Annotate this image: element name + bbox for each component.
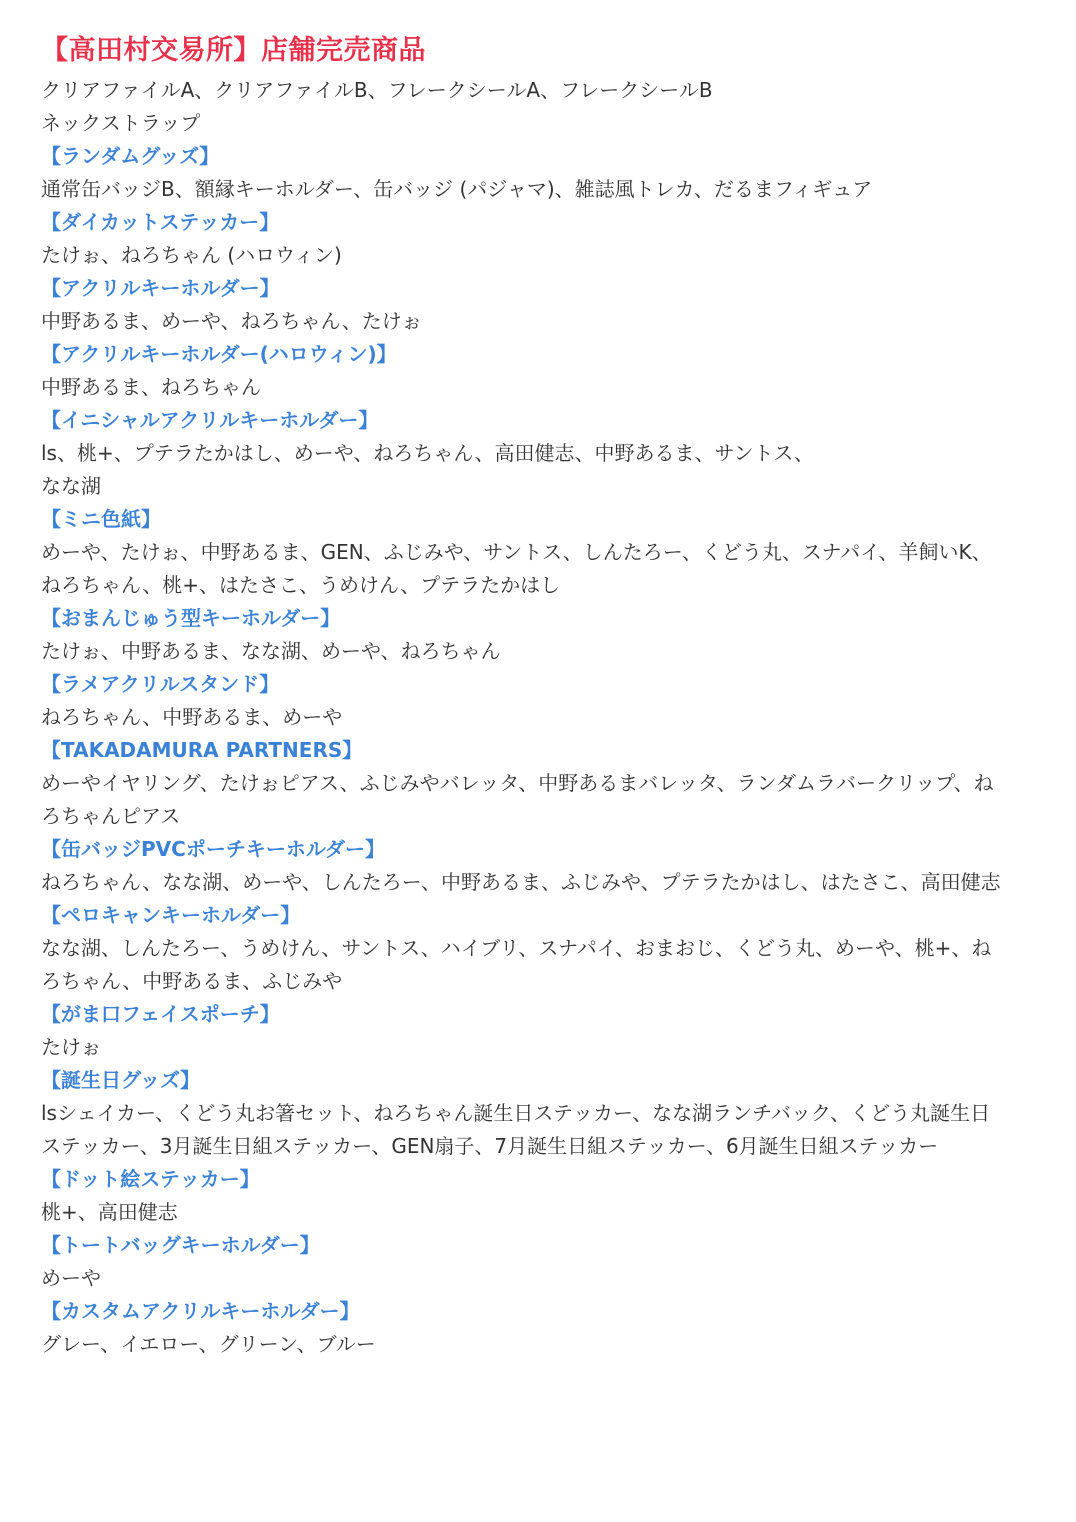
section-heading: 【がま口フェイスポーチ】 (41, 1002, 280, 1026)
section-body: たけぉ、中野あるま、なな湖、めーや、ねろちゃん (41, 639, 501, 663)
section-body: 桃+、高田健志 (41, 1200, 178, 1224)
intro-line: クリアファイルA、クリアファイルB、フレークシールA、フレークシールB (41, 78, 713, 102)
section-body: 通常缶バッジB、額縁キーホルダー、缶バッジ (パジャマ)、雑誌風トレカ、だるまフィギュア (41, 177, 873, 201)
intro-line: ネックストラップ (41, 111, 201, 135)
section-manju-keyholder (41, 602, 1036, 668)
section-body: 中野あるま、ねろちゃん (41, 375, 261, 399)
section-pixel-sticker (41, 1163, 1036, 1229)
section-heading: 【誕生日グッズ】 (41, 1068, 200, 1092)
section-diecut-sticker (41, 206, 1036, 272)
section-heading: 【アクリルキーホルダー】 (41, 276, 280, 300)
section-heading: 【ペロキャンキーホルダー】 (41, 903, 301, 927)
section-body: めーや (41, 1266, 101, 1290)
section-body: lsシェイカー、くどう丸お箸セット、ねろちゃん誕生日ステッカー、なな湖ランチバック、くどう丸誕生日 ステッカー、3月誕生日組ステッカー、GEN扇子、7月誕生日組ステッカー、6月誕生日組ステッカー (41, 1101, 991, 1158)
section-body: めーや、たけぉ、中野あるま、GEN、ふじみや、サントス、しんたろー、くどう丸、スナパイ、羊飼いK、 ねろちゃん、桃+、はたさこ、うめけん、プテラたかはし (41, 540, 992, 597)
section-heading: 【ドット絵ステッカー】 (41, 1167, 260, 1191)
section-heading: 【ダイカットステッカー】 (41, 210, 280, 234)
section-random-goods (41, 140, 1036, 206)
section-body: ねろちゃん、中野あるま、めーや (41, 705, 343, 729)
section-body: めーやイヤリング、たけぉピアス、ふじみやバレッタ、中野あるまバレッタ、ランダムラバークリップ、ね ろちゃんピアス (41, 771, 994, 828)
section-acrylic-keyholder (41, 272, 1036, 338)
section-body: 中野あるま、めーや、ねろちゃん、たけぉ (41, 309, 422, 333)
section-initial-acrylic-keyholder (41, 404, 1036, 503)
section-list (41, 140, 1036, 1361)
section-heading: 【トートバッグキーホルダー】 (41, 1233, 320, 1257)
section-birthday-goods (41, 1064, 1036, 1163)
section-heading: 【アクリルキーホルダー(ハロウィン)】 (41, 342, 397, 366)
section-glitter-acrylic-stand (41, 668, 1036, 734)
section-body: たけぉ、ねろちゃん (ハロウィン) (41, 243, 342, 267)
section-heading: 【カスタムアクリルキーホルダー】 (41, 1299, 360, 1323)
section-heading: 【おまんじゅう型キーホルダー】 (41, 606, 341, 630)
intro-block (41, 74, 1036, 140)
page-title: 【高田村交易所】店舗完売商品 (41, 35, 426, 66)
section-acrylic-keyholder-halloween (41, 338, 1036, 404)
section-heading: 【イニシャルアクリルキーホルダー】 (41, 408, 379, 432)
section-gamaguchi-pouch (41, 998, 1036, 1064)
section-body: たけぉ (41, 1035, 101, 1059)
section-body: なな湖、しんたろー、うめけん、サントス、ハイブリ、スナパイ、おまおじ、くどう丸、めーや、桃+、ね ろちゃん、中野あるま、ふじみや (41, 936, 992, 993)
section-heading: 【ミニ色紙】 (41, 507, 161, 531)
section-custom-acrylic-keyholder (41, 1295, 1036, 1361)
section-takadamura-partners (41, 734, 1036, 833)
section-tote-keyholder (41, 1229, 1036, 1295)
section-heading: 【TAKADAMURA PARTNERS】 (41, 738, 363, 762)
section-heading: 【ラメアクリルスタンド】 (41, 672, 280, 696)
section-badge-pvc-pouch (41, 833, 1036, 899)
section-mini-shikishi (41, 503, 1036, 602)
section-heading: 【缶バッジPVCポーチキーホルダー】 (41, 837, 386, 861)
section-heading: 【ランダムグッズ】 (41, 144, 220, 168)
section-lollipop-keyholder (41, 899, 1036, 998)
section-body: ls、桃+、プテラたかはし、めーや、ねろちゃん、高田健志、中野あるま、サントス、 なな湖 (41, 441, 814, 498)
section-body: ねろちゃん、なな湖、めーや、しんたろー、中野あるま、ふじみや、プテラたかはし、はたさこ、高田健志 (41, 870, 1001, 894)
section-body: グレー、イエロー、グリーン、ブルー (41, 1332, 376, 1356)
